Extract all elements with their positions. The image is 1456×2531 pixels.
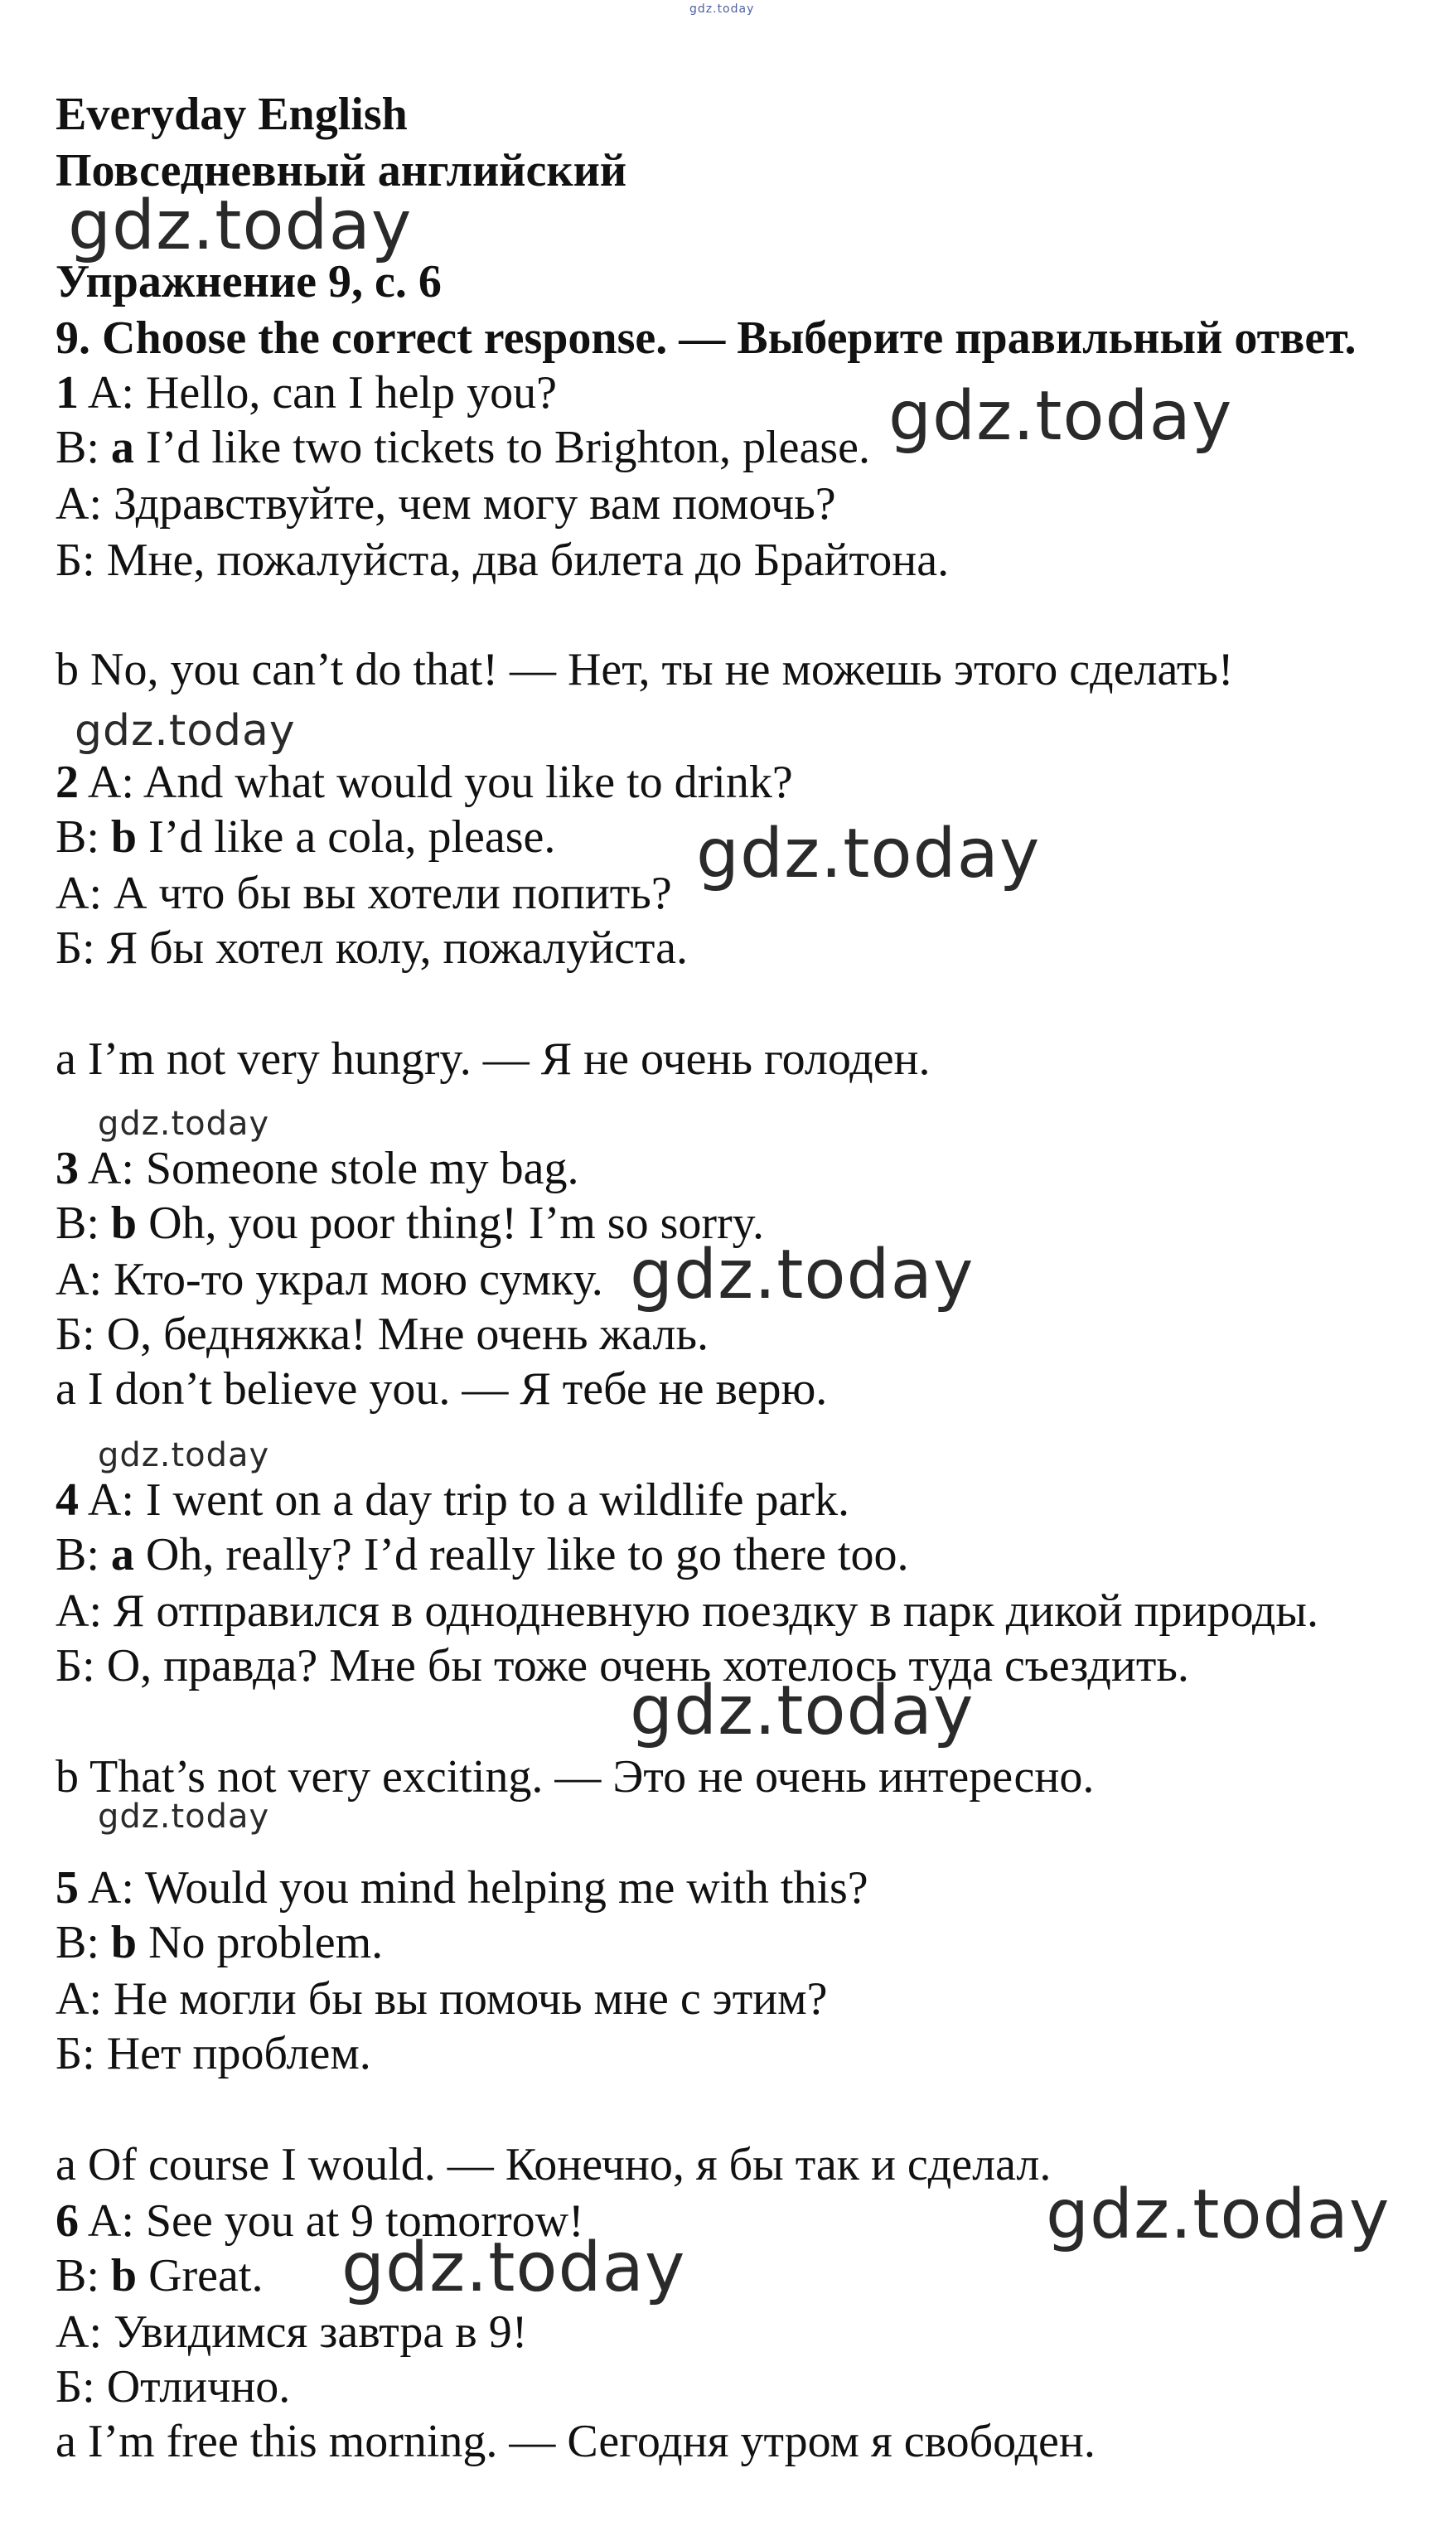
watermark-top: gdz.today bbox=[689, 2, 755, 16]
watermark: gdz.today bbox=[696, 815, 1041, 893]
item-3-alternative: a I don’t believe you. — Я тебе не верю. bbox=[56, 1363, 828, 1415]
item-2-answer-ru: Б: Я бы хотел колу, пожалуйста. bbox=[56, 922, 688, 974]
item-2-answer: B: b I’d like a cola, please. bbox=[56, 811, 556, 863]
item-6-answer: B: b Great. bbox=[56, 2250, 264, 2301]
watermark: gdz.today bbox=[98, 1105, 270, 1143]
watermark: gdz.today bbox=[888, 377, 1233, 456]
item-2-alternative: a I’m not very hungry. — Я не очень голоден. bbox=[56, 1033, 931, 1085]
item-5-question-ru: А: Не могли бы вы помочь мне с этим? bbox=[56, 1973, 828, 2025]
exercise-instruction: 9. Choose the correct response. — Выберите правильный ответ. bbox=[56, 312, 1357, 364]
item-5-answer: B: b No problem. bbox=[56, 1917, 384, 1968]
item-3-answer: B: b Oh, you poor thing! I’m so sorry. bbox=[56, 1198, 765, 1249]
item-3-question: 3 A: Someone stole my bag. bbox=[56, 1143, 579, 1194]
watermark: gdz.today bbox=[75, 706, 296, 756]
item-1-alternative: b No, you can’t do that! — Нет, ты не можешь этого сделать! bbox=[56, 644, 1234, 695]
item-3-answer-ru: Б: О, бедняжка! Мне очень жаль. bbox=[56, 1309, 709, 1360]
item-6-question-ru: А: Увидимся завтра в 9! bbox=[56, 2306, 528, 2358]
item-5-answer-ru: Б: Нет проблем. bbox=[56, 2028, 371, 2079]
watermark: gdz.today bbox=[98, 1798, 270, 1836]
item-4-answer: B: a Oh, really? I’d really like to go there too. bbox=[56, 1529, 909, 1580]
item-1-question: 1 A: Hello, can I help you? bbox=[56, 367, 557, 419]
watermark: gdz.today bbox=[1046, 2175, 1391, 2254]
item-4-answer-ru: Б: О, правда? Мне бы тоже очень хотелось туда съездить. bbox=[56, 1640, 1189, 1691]
item-3-question-ru: А: Кто-то украл мою сумку. bbox=[56, 1254, 603, 1305]
item-5-question: 5 A: Would you mind helping me with this? bbox=[56, 1862, 868, 1914]
item-6-question: 6 A: See you at 9 tomorrow! bbox=[56, 2195, 584, 2247]
item-4-alternative: b That’s not very exciting. — Это не очень интересно. bbox=[56, 1751, 1095, 1803]
item-6-answer-ru: Б: Отлично. bbox=[56, 2361, 291, 2412]
watermark: gdz.today bbox=[341, 2229, 686, 2307]
item-1-answer: B: a I’d like two tickets to Brighton, please. bbox=[56, 422, 870, 473]
title-english: Everyday English bbox=[56, 89, 408, 140]
title-russian: Повседневный английский bbox=[56, 145, 627, 196]
item-1-question-ru: А: Здравствуйте, чем могу вам помочь? bbox=[56, 478, 836, 530]
watermark: gdz.today bbox=[98, 1436, 270, 1474]
item-1-answer-ru: Б: Мне, пожалуйста, два билета до Брайтона. bbox=[56, 535, 950, 586]
item-4-question-ru: А: Я отправился в однодневную поездку в парк дикой природы. bbox=[56, 1585, 1319, 1637]
exercise-heading: Упражнение 9, с. 6 bbox=[56, 256, 442, 307]
watermark: gdz.today bbox=[68, 186, 413, 265]
item-6-alternative: a I’m free this morning. — Сегодня утром я свободен. bbox=[56, 2416, 1096, 2467]
item-2-question: 2 A: And what would you like to drink? bbox=[56, 757, 793, 808]
watermark: gdz.today bbox=[630, 1236, 975, 1314]
item-4-question: 4 A: I went on a day trip to a wildlife park. bbox=[56, 1474, 849, 1526]
item-2-question-ru: А: А что бы вы хотели попить? bbox=[56, 868, 672, 919]
watermark: gdz.today bbox=[630, 1672, 975, 1750]
item-5-alternative: a Of course I would. — Конечно, я бы так и сделал. bbox=[56, 2139, 1052, 2190]
